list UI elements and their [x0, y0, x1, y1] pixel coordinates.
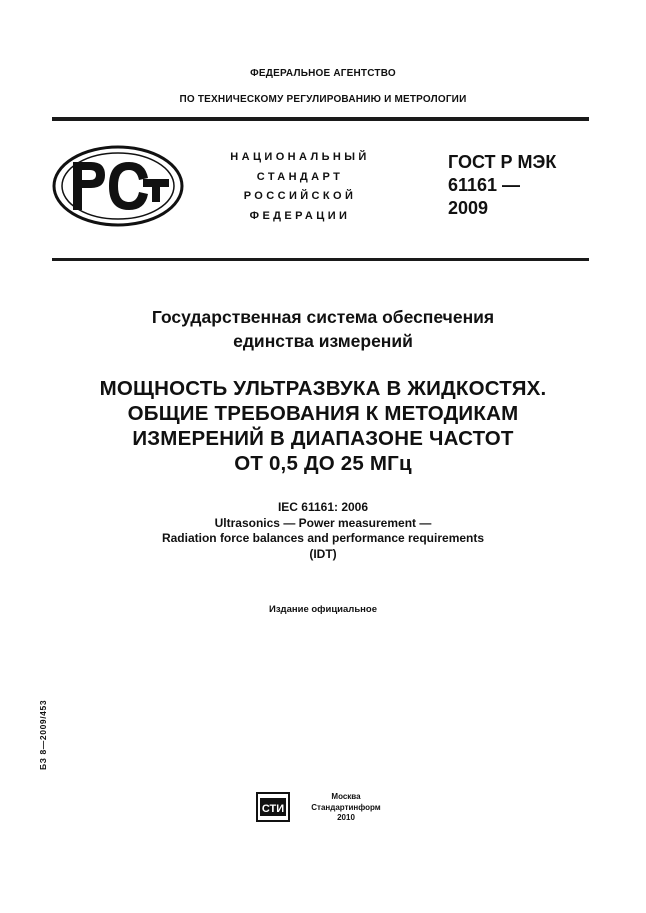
publisher-year: 2010: [337, 813, 355, 822]
standard-type-line-4: ФЕДЕРАЦИИ: [249, 209, 351, 222]
publisher-block: [296, 792, 396, 824]
title-line-2: ОБЩИЕ ТРЕБОВАНИЯ К МЕТОДИКАМ: [127, 402, 519, 425]
agency-line-2: ПО ТЕХНИЧЕСКОМУ РЕГУЛИРОВАНИЮ И МЕТРОЛОГИИ: [179, 94, 467, 105]
designation: [448, 151, 608, 220]
middle-rule: [52, 258, 589, 261]
standard-type-line-1: НАЦИОНАЛЬНЫЙ: [230, 151, 370, 163]
side-code: БЗ 8—2009/453: [38, 699, 48, 770]
top-rule: [52, 117, 589, 121]
title-line-3: ИЗМЕРЕНИЙ В ДИАПАЗОНЕ ЧАСТОТ: [132, 427, 514, 450]
standartinform-logo-icon: [256, 792, 290, 822]
rst-logo-icon: [51, 144, 185, 228]
standard-type-line-2: СТАНДАРТ: [256, 170, 344, 183]
iec-line-1: IEC 61161: 2006: [277, 500, 369, 514]
designation-line-1: ГОСТ Р МЭК: [448, 152, 557, 172]
publisher-city: Москва: [331, 792, 361, 801]
document-title: [0, 376, 646, 476]
standard-type-line-3: РОССИЙСКОЙ: [243, 190, 357, 202]
iec-block: [0, 500, 646, 562]
designation-line-3: 2009: [448, 198, 489, 218]
agency-line-1: ФЕДЕРАЛЬНОЕ АГЕНТСТВО: [250, 68, 396, 79]
designation-line-2: 61161 —: [448, 175, 521, 195]
title-line-1: МОЩНОСТЬ УЛЬТРАЗВУКА В ЖИДКОСТЯХ.: [99, 377, 547, 400]
subtitle-line-1: Государственная система обеспечения: [151, 307, 495, 327]
publisher-name: Стандартинформ: [311, 802, 381, 812]
svg-text:СТИ: СТИ: [261, 803, 285, 815]
edition-label: Издание официальное: [269, 604, 377, 615]
iec-line-2: Ultrasonics — Power measurement —: [214, 515, 432, 530]
title-line-4: ОТ 0,5 ДО 25 МГц: [234, 452, 412, 475]
iec-line-4: (IDT): [309, 546, 337, 561]
subtitle-line-2: единства измерений: [233, 331, 413, 351]
iec-line-3: Radiation force balances and performance requirements: [161, 531, 485, 545]
